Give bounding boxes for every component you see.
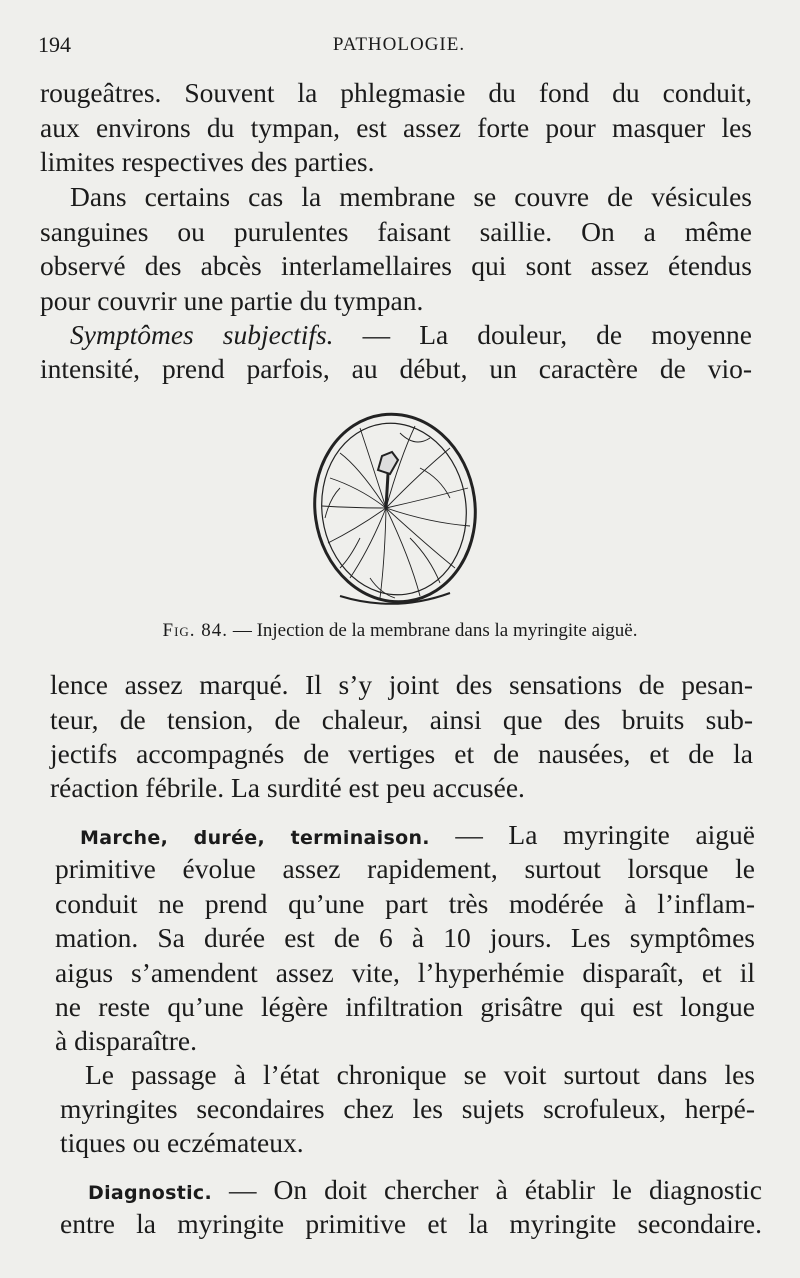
myringitis-illustration [300, 408, 485, 616]
text-line: pour couvrir une partie du tympan. [40, 285, 424, 316]
text-line: rougeâtres. Souvent la phlegmasie du fond du conduit, [40, 77, 752, 108]
symptoms-text: — La douleur, de moyenne [333, 319, 752, 350]
running-title: PATHOLOGIE. [332, 34, 466, 55]
text-line: mation. Sa durée est de 6 à 10 jours. Les symptômes [55, 922, 755, 953]
marche-text: — La myringite aiguë [429, 819, 755, 850]
text-line: à disparaître. [55, 1025, 198, 1056]
text-line: Dans certains cas la membrane se couvre de vésicules [70, 181, 752, 212]
text-line: teur, de tension, de chaleur, ainsi que des bruits sub- [50, 704, 753, 735]
diagnostic-line [88, 1173, 762, 1210]
text-line: sanguines ou purulentes faisant saillie. On a même [40, 216, 752, 247]
figure-label: Fig. 84. [162, 620, 229, 641]
figure-caption-text: — Injection de la membrane dans la myringite aiguë. [228, 620, 638, 641]
page-header [38, 32, 760, 62]
marche-line [80, 818, 755, 855]
text-line: jectifs accompagnés de vertiges et de nausées, et de la [50, 738, 753, 769]
text-line: ne reste qu’une légère infiltration grisâtre qui est longue [55, 991, 755, 1022]
tympanic-membrane-drawing [303, 408, 485, 612]
marche-heading: Marche, durée, terminaison. [80, 827, 430, 849]
symptoms-heading: Symptômes subjectifs. [70, 319, 334, 350]
diagnostic-text: — On doit chercher à établir le diagnostic [211, 1174, 762, 1205]
text-line: observé des abcès interlamellaires qui sont assez étendus [40, 250, 752, 281]
page-number: 194 [38, 32, 71, 57]
text-line: lence assez marqué. Il s’y joint des sensations de pesan- [50, 669, 753, 700]
text-line: entre la myringite primitive et la myringite secondaire. [60, 1208, 762, 1239]
text-line: tiques ou eczémateux. [60, 1127, 304, 1158]
text-line: myringites secondaires chez les sujets scrofuleux, herpé- [60, 1093, 755, 1124]
symptoms-line [70, 318, 752, 352]
text-line: Le passage à l’état chronique se voit surtout dans les [85, 1059, 755, 1090]
text-line: intensité, prend parfois, au début, un caractère de vio- [40, 353, 752, 384]
text-line: aigus s’amendent assez vite, l’hyperhémie disparaît, et il [55, 957, 755, 988]
text-line: aux environs du tympan, est assez forte pour masquer les [40, 112, 752, 143]
text-line: limites respectives des parties. [40, 146, 375, 177]
text-line: réaction fébrile. La surdité est peu accusée. [50, 772, 525, 803]
diagnostic-heading: Diagnostic. [88, 1182, 212, 1204]
text-line: primitive évolue assez rapidement, surtout lorsque le [55, 853, 755, 884]
figure-caption [0, 620, 800, 642]
text-line: conduit ne prend qu’une part très modérée à l’inflam- [55, 888, 755, 919]
